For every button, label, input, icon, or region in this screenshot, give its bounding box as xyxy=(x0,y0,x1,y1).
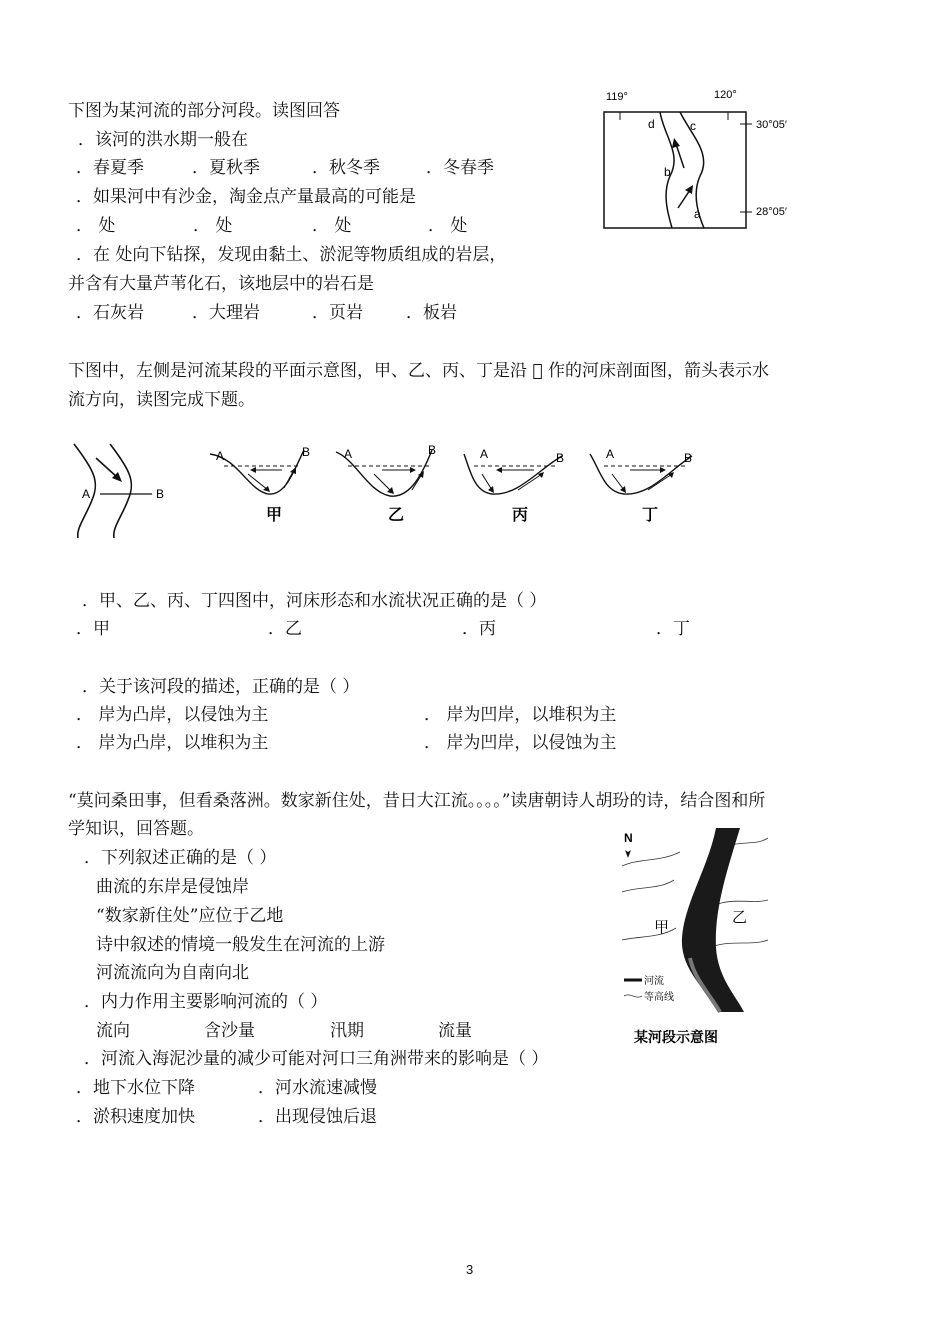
question-2: ．如果河中有沙金，淘金点产量最高的可能是 xyxy=(76,187,416,207)
profile-ding-a: A xyxy=(606,447,615,461)
question-5: ．关于该河段的描述，正确的是（ ） xyxy=(82,677,360,697)
question-6: ．下列叙述正确的是（ ） xyxy=(84,848,277,868)
question-7: ．内力作用主要影响河流的（ ） xyxy=(84,992,328,1012)
profile-bing-a: A xyxy=(480,447,489,461)
river-section-map xyxy=(620,828,770,1048)
q2-option-c: ． 处 xyxy=(312,216,352,236)
section1-intro: 下图为某河流的部分河段。读图回答 xyxy=(68,101,340,121)
q4-option-b: ．乙 xyxy=(268,619,302,639)
profile-ding-label: 丁 xyxy=(642,507,659,524)
q4-option-d: ．丁 xyxy=(656,619,690,639)
section3-intro-line-2: 学知识，回答题。 xyxy=(68,819,204,839)
q7-option-d: 流量 xyxy=(438,1021,472,1041)
map3-label-jia: 甲 xyxy=(654,919,670,936)
map3-north: N xyxy=(624,831,633,845)
question-1: ．该河的洪水期一般在 xyxy=(78,130,248,150)
q5-option-d: ． 岸为凹岸，以侵蚀为主 xyxy=(424,733,617,753)
q5-option-c: ． 岸为凸岸，以堆积为主 xyxy=(76,733,269,753)
map1-point-b: b xyxy=(664,165,671,179)
q7-option-a: 流向 xyxy=(96,1021,130,1041)
question-4: ．甲、乙、丙、丁四图中，河床形态和水流状况正确的是（ ） xyxy=(82,591,547,611)
q1-option-a: ．春夏季 xyxy=(76,158,144,178)
flow-arrow-upper xyxy=(676,144,684,168)
flow-arrow-upper-head xyxy=(672,138,680,148)
q6-option-d: 河流流向为自南向北 xyxy=(96,963,249,983)
section2-intro-line-1: 下图中，左侧是河流某段的平面示意图，甲、乙、丙、丁是沿   作的河床剖面图，箭头表示水 xyxy=(68,361,770,381)
profile-jia xyxy=(208,440,324,526)
profile-yi-label: 乙 xyxy=(388,507,405,524)
map3-caption: 某河段示意图 xyxy=(634,1029,718,1045)
profile-yi-a: A xyxy=(344,447,353,461)
map1-point-a: a xyxy=(694,207,701,221)
q7-option-c: 汛期 xyxy=(330,1021,364,1041)
question-3-line-2: 并含有大量芦苇化石，该地层中的岩石是 xyxy=(68,274,374,294)
section2-intro-line-2: 流方向，读图完成下题。 xyxy=(68,390,255,410)
profile-yi xyxy=(334,440,450,526)
q8-option-d: ．出现侵蚀后退 xyxy=(258,1107,377,1127)
q5-option-b: ． 岸为凹岸，以堆积为主 xyxy=(424,705,617,725)
q4-option-c: ．丙 xyxy=(462,619,496,639)
map1-point-c: c xyxy=(690,119,696,133)
profile-jia-a: A xyxy=(216,449,225,463)
profile-jia-label: 甲 xyxy=(266,507,283,524)
q6-option-b: “数家新住处”应位于乙地 xyxy=(96,906,284,926)
q7-option-b: 含沙量 xyxy=(204,1021,255,1041)
plan-label-a: A xyxy=(82,487,91,501)
q2-option-d: ． 处 xyxy=(428,216,468,236)
q3-option-c: ．页岩 xyxy=(312,303,363,323)
map1-lat-bottom: 28°05′ xyxy=(756,206,787,218)
plan-label-b: B xyxy=(156,487,165,501)
profile-ding xyxy=(586,440,702,526)
q3-option-a: ．石灰岩 xyxy=(76,303,144,323)
river-map-1 xyxy=(600,84,810,234)
profile-bing-label: 丙 xyxy=(512,507,529,524)
q8-option-b: ．河水流速减慢 xyxy=(258,1078,377,1098)
question-8: ．河流入海泥沙量的减少可能对河口三角洲带来的影响是（ ） xyxy=(84,1049,549,1069)
q2-option-a: ． 处 xyxy=(76,216,116,236)
question-3-line-1: ．在 处向下钻探，发现由黏土、淤泥等物质组成的岩层， xyxy=(76,245,507,265)
q8-option-a: ．地下水位下降 xyxy=(76,1078,195,1098)
legend-contour: 等高线 xyxy=(644,992,674,1003)
q5-option-a: ． 岸为凸岸，以侵蚀为主 xyxy=(76,705,269,725)
q6-option-a: 曲流的东岸是侵蚀岸 xyxy=(96,877,249,897)
profile-yi-b: B xyxy=(428,443,437,457)
map1-lat-top: 30°05′ xyxy=(756,119,787,131)
profile-ding-b: B xyxy=(684,451,693,465)
q8-option-c: ．淤积速度加快 xyxy=(76,1107,195,1127)
map1-point-d: d xyxy=(648,117,655,131)
profile-jia-b: B xyxy=(302,445,311,459)
q4-option-a: ．甲 xyxy=(76,619,110,639)
q3-option-d: ．板岩 xyxy=(406,303,457,323)
page-number: 3 xyxy=(466,1262,474,1277)
section3-intro-line-1: “莫问桑田事，但看桑落洲。数家新住处，昔日大江流。。。。”读唐朝诗人胡玢的诗，结合图和所 xyxy=(68,791,766,811)
q2-option-b: ． 处 xyxy=(193,216,233,236)
profile-bing-b: B xyxy=(556,451,565,465)
q3-option-b: ．大理岩 xyxy=(192,303,260,323)
q1-option-c: ．秋冬季 xyxy=(312,158,380,178)
legend-river: 河流 xyxy=(644,976,664,987)
map3-label-yi: 乙 xyxy=(732,909,748,926)
profile-bing xyxy=(458,440,574,526)
q1-option-d: ．冬春季 xyxy=(426,158,494,178)
q1-option-b: ．夏秋季 xyxy=(192,158,260,178)
map1-lon-right: 120° xyxy=(714,89,737,101)
map1-lon-left: 119° xyxy=(606,91,628,103)
flow-arrow-lower xyxy=(678,190,690,208)
q6-option-c: 诗中叙述的情境一般发生在河流的上游 xyxy=(96,935,385,955)
north-arrow-icon xyxy=(625,850,631,858)
river-plan-view xyxy=(66,440,176,540)
